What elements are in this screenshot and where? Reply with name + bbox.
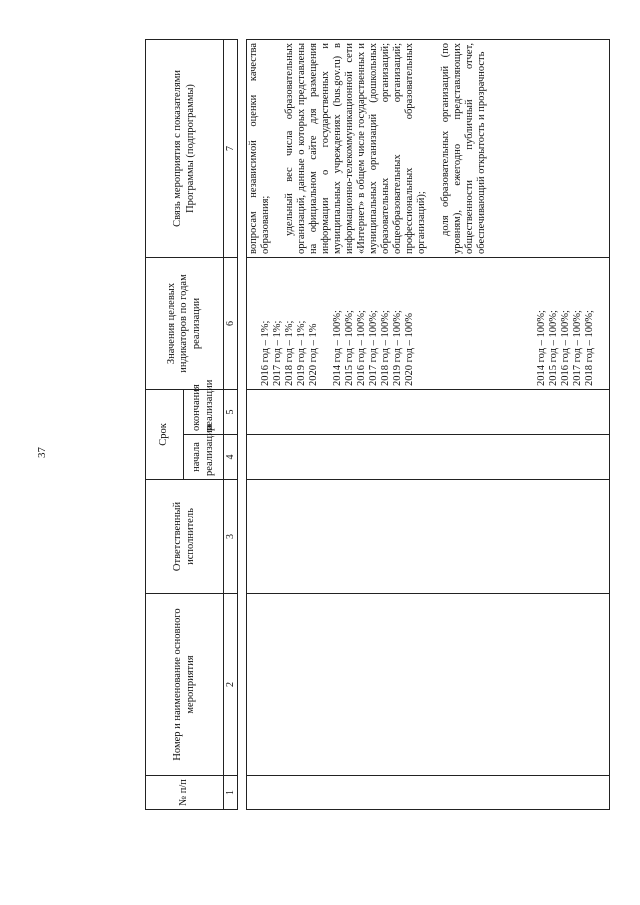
header-term-start: начала реализации [184,435,224,480]
value-line: 2017 год – 1%; [272,320,283,386]
col-number: 2 [224,594,238,776]
value-line: 2018 год – 100%; [380,310,391,386]
rotated-table-sheet [145,40,600,810]
value-line: 2019 год – 100%; [392,310,403,386]
header-executor: Ответственный исполнитель [146,480,224,594]
value-line: 2015 год – 100%; [548,310,559,386]
value-line: 2018 год – 1%; [284,320,295,386]
cell-term-end [247,389,610,434]
cell-measure-name [247,594,610,776]
value-line: 2019 год – 1%; [296,320,307,386]
header-link: Связь мероприятия с показателями Программы (подпрограммы) [146,39,224,257]
value-line: 2014 год – 100%; [536,310,547,386]
value-line: 2015 год – 100%; [344,310,355,386]
header-num: № п/п [146,776,224,810]
measures-table [145,39,610,810]
link-paragraph: удельный вес числа образовательных организаций, данные о которых представлены на официальном сайте для размещения информации о государственных и муниципальных учреждениях (bus.gov.ru) в информационно-телекоммуникационной сети «Интернет» в общем числе государственных и муниципальных организаций (дошкольных образовательных организаций; общеобразовательных организаций; профессиональных образовательных организаций); [284,42,427,254]
value-line: 2020 год – 1% [308,323,319,386]
link-paragraph: доля образовательных организаций (по уровням), ежегодно представляющих общественности публичный отчет, обеспечивающий открытость и прозрачность [440,42,487,254]
cell-num [247,776,610,810]
value-line: 2016 год – 100%; [356,310,367,386]
col-number: 5 [224,389,238,434]
value-line: 2017 год – 100%; [572,310,583,386]
col-number: 4 [224,435,238,480]
cell-program-link [247,39,610,257]
header-indicators: Значения целевых индикаторов по годам реализации [146,257,224,389]
value-line: 2020 год – 100% [404,313,415,386]
cell-indicator-values [247,257,610,389]
value-line: 2014 год – 100%; [332,310,343,386]
col-number: 1 [224,776,238,810]
value-line: 2016 год – 100%; [560,310,571,386]
col-number: 6 [224,257,238,389]
col-number: 3 [224,480,238,594]
value-line: 2016 год – 1%; [260,320,271,386]
cell-executor [247,480,610,594]
header-term: Срок [146,389,184,479]
col-number: 7 [224,39,238,257]
value-line: 2018 год – 100%; [584,310,595,386]
link-paragraph: вопросам независимой оценки качества образования; [248,42,271,254]
header-term-end: окончания реализации [184,389,224,434]
table-row [247,39,610,809]
cell-term-start [247,435,610,480]
header-measure-name: Номер и наименование основного мероприятия [146,594,224,776]
value-line: 2017 год – 100%; [368,310,379,386]
page-number: 37 [36,447,48,458]
